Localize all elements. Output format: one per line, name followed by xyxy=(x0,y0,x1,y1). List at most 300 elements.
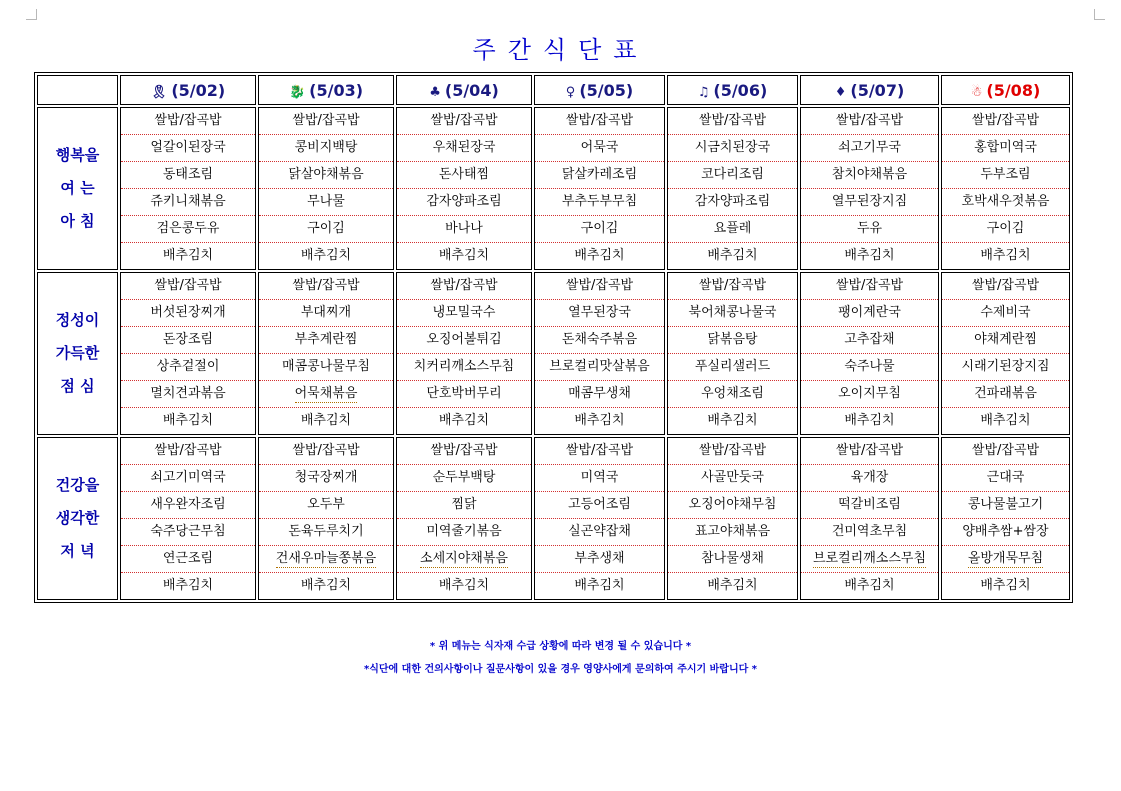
menu-item-text: 연근조림 xyxy=(162,551,214,566)
menu-item-text: 배추김치 xyxy=(707,578,758,593)
menu-item-text: 쌀밥/잡곡밥 xyxy=(430,278,498,293)
menu-item xyxy=(668,465,797,492)
menu-item xyxy=(259,189,393,216)
menu-item-text: 순두부백탕 xyxy=(432,470,496,485)
menu-item-text: 닭살야채볶음 xyxy=(288,167,364,182)
day-date: (5/08) xyxy=(986,80,1041,100)
menu-item xyxy=(397,546,531,573)
menu-item xyxy=(535,465,664,492)
menu-item-text: 숙주나물 xyxy=(844,359,895,374)
day-header xyxy=(800,75,939,105)
menu-item-text: 참나물생채 xyxy=(701,551,764,566)
menu-item xyxy=(397,243,531,269)
menu-item-text: 푸실리샐러드 xyxy=(694,359,771,374)
menu-item-text: 쌀밥/잡곡밥 xyxy=(698,113,767,128)
menu-item-text: 배추김치 xyxy=(844,578,895,593)
menu-item xyxy=(942,408,1069,434)
menu-item xyxy=(535,189,664,216)
menu-item xyxy=(942,438,1069,465)
weekly-menu-table xyxy=(34,72,1073,603)
menu-item-text: 멸치견과볶음 xyxy=(150,386,226,401)
menu-item-text: 배추김치 xyxy=(574,578,625,593)
menu-item-text: 시래기된장지짐 xyxy=(961,359,1050,374)
menu-item-text: 배추김치 xyxy=(438,578,490,593)
breakfast-menu-cell xyxy=(120,107,256,270)
menu-item-text: 고등어조림 xyxy=(568,497,631,512)
meal-label-line: 생각한 xyxy=(55,509,100,527)
menu-item xyxy=(801,300,938,327)
header-row xyxy=(37,75,1070,105)
menu-item xyxy=(942,243,1069,269)
menu-item xyxy=(801,408,938,434)
menu-item xyxy=(668,189,797,216)
menu-item xyxy=(121,519,255,546)
menu-item xyxy=(121,243,255,269)
menu-item xyxy=(397,189,531,216)
menu-item xyxy=(668,354,797,381)
day-header xyxy=(396,75,532,105)
menu-item-text: 무나물 xyxy=(307,194,345,209)
menu-item xyxy=(121,216,255,243)
menu-item-text: 쌀밥/잡곡밥 xyxy=(565,443,634,458)
menu-item xyxy=(397,573,531,599)
menu-item-text: 숙주당근무침 xyxy=(150,524,226,539)
menu-item-text: 건파래볶음 xyxy=(974,386,1037,401)
menu-item-text: 부대찌개 xyxy=(300,305,352,320)
page-corner-mark-right xyxy=(1094,9,1105,20)
menu-item xyxy=(259,519,393,546)
menu-item-text: 배추김치 xyxy=(980,248,1031,263)
menu-item xyxy=(668,273,797,300)
menu-item xyxy=(535,354,664,381)
menu-item-text: 쥬키니채볶음 xyxy=(150,194,226,209)
lunch-menu-cell xyxy=(534,272,665,435)
menu-item xyxy=(668,519,797,546)
meal-label-line: 건강을 xyxy=(55,476,100,494)
menu-item xyxy=(668,438,797,465)
menu-item xyxy=(121,300,255,327)
menu-item-text: 감자양파조림 xyxy=(426,194,502,209)
menu-item-text: 검은콩두유 xyxy=(156,221,220,236)
menu-item xyxy=(942,108,1069,135)
menu-item-text: 떡갈비조림 xyxy=(838,497,901,512)
breakfast-menu-cell xyxy=(667,107,798,270)
day-header xyxy=(120,75,256,105)
menu-item xyxy=(535,546,664,573)
day-date: (5/02) xyxy=(171,80,226,100)
dinner-menu-cell xyxy=(941,437,1070,600)
menu-item-text: 오두부 xyxy=(307,497,345,512)
lunch-menu-cell xyxy=(396,272,532,435)
menu-item xyxy=(535,519,664,546)
menu-item xyxy=(942,189,1069,216)
menu-item-text: 쌀밥/잡곡밥 xyxy=(292,443,360,458)
menu-item xyxy=(942,354,1069,381)
menu-item-text: 쌀밥/잡곡밥 xyxy=(835,278,904,293)
menu-item-text: 배추김치 xyxy=(438,248,490,263)
menu-item-text: 돈사태찜 xyxy=(438,167,490,182)
meal-label-line: 정성이 xyxy=(55,311,100,329)
menu-item-text: 두부조림 xyxy=(980,167,1031,182)
menu-item-text: 실곤약잡채 xyxy=(568,524,631,539)
menu-item xyxy=(535,408,664,434)
menu-item xyxy=(942,573,1069,599)
menu-item xyxy=(535,273,664,300)
menu-change-notice: * 위 메뉴는 식자재 수급 상황에 따라 변경 될 수 있습니다 * xyxy=(429,641,692,652)
menu-item xyxy=(801,216,938,243)
menu-item xyxy=(397,216,531,243)
menu-item-text: 오징어야채무침 xyxy=(688,497,777,512)
menu-item-text: 부추두부무침 xyxy=(561,194,638,209)
day-date: (5/07) xyxy=(850,80,905,100)
menu-item-text: 쌀밥/잡곡밥 xyxy=(971,443,1040,458)
menu-item xyxy=(668,135,797,162)
menu-item-text: 수제비국 xyxy=(980,305,1031,320)
dinner-menu-cell xyxy=(800,437,939,600)
menu-item xyxy=(801,189,938,216)
menu-item xyxy=(397,162,531,189)
day-icon: ♀ xyxy=(565,84,576,100)
menu-item xyxy=(668,408,797,434)
menu-item-text: 닭살카레조림 xyxy=(561,167,638,182)
menu-item xyxy=(397,492,531,519)
menu-item xyxy=(259,135,393,162)
menu-item xyxy=(535,327,664,354)
menu-item-text: 브로컬리깨소스무침 xyxy=(812,551,927,566)
menu-item-text: 배추김치 xyxy=(162,413,214,428)
lunch-menu-cell xyxy=(667,272,798,435)
day-header xyxy=(258,75,394,105)
day-date: (5/05) xyxy=(579,80,634,100)
menu-item-text: 쌀밥/잡곡밥 xyxy=(698,443,767,458)
menu-item-text: 콩비지백탕 xyxy=(294,140,358,155)
menu-item xyxy=(801,546,938,573)
meal-label-line: 여 는 xyxy=(60,179,95,197)
menu-item xyxy=(942,465,1069,492)
menu-item-text: 미역국 xyxy=(580,470,619,485)
menu-item xyxy=(259,216,393,243)
menu-item xyxy=(397,354,531,381)
menu-item-text: 얼갈이된장국 xyxy=(150,140,226,155)
menu-item xyxy=(121,273,255,300)
menu-item-text: 치커리깨소스무침 xyxy=(413,359,515,374)
menu-item xyxy=(535,243,664,269)
menu-item-text: 돈장조림 xyxy=(162,332,214,347)
menu-item-text: 쌀밥/잡곡밥 xyxy=(154,113,222,128)
menu-item xyxy=(668,327,797,354)
menu-item xyxy=(535,492,664,519)
menu-item-text: 코다리조림 xyxy=(701,167,764,182)
menu-item xyxy=(942,162,1069,189)
menu-item-text: 돈채숙주볶음 xyxy=(561,332,638,347)
menu-item xyxy=(121,189,255,216)
menu-item-text: 홍합미역국 xyxy=(974,140,1037,155)
menu-item-text: 쌀밥/잡곡밥 xyxy=(565,113,634,128)
menu-item xyxy=(259,273,393,300)
menu-item xyxy=(801,354,938,381)
menu-item xyxy=(801,135,938,162)
menu-item xyxy=(259,108,393,135)
dinner-row xyxy=(37,437,1070,600)
menu-item xyxy=(121,546,255,573)
menu-item-text: 냉모밀국수 xyxy=(432,305,496,320)
day-icon: ♦ xyxy=(834,84,847,100)
menu-item-text: 근대국 xyxy=(986,470,1025,485)
menu-item-text: 우채된장국 xyxy=(432,140,496,155)
menu-item-text: 야채계란찜 xyxy=(974,332,1037,347)
menu-item xyxy=(801,273,938,300)
menu-item xyxy=(259,408,393,434)
day-date: (5/03) xyxy=(309,80,364,100)
menu-item-text: 감자양파조림 xyxy=(694,194,771,209)
menu-item-text: 콩나물불고기 xyxy=(967,497,1044,512)
menu-item xyxy=(259,354,393,381)
menu-item xyxy=(942,381,1069,408)
menu-item xyxy=(535,381,664,408)
menu-item-text: 구이김 xyxy=(580,221,619,236)
menu-item xyxy=(397,273,531,300)
menu-item xyxy=(397,327,531,354)
menu-item xyxy=(259,327,393,354)
menu-item xyxy=(668,300,797,327)
menu-item-text: 팽이계란국 xyxy=(838,305,901,320)
menu-item xyxy=(121,135,255,162)
menu-item-text: 닭볶음탕 xyxy=(707,332,758,347)
menu-item xyxy=(942,492,1069,519)
menu-item-text: 배추김치 xyxy=(300,413,352,428)
day-header xyxy=(667,75,798,105)
menu-item-text: 쌀밥/잡곡밥 xyxy=(292,278,360,293)
menu-item xyxy=(121,492,255,519)
menu-item-text: 소세지야채볶음 xyxy=(420,551,508,566)
menu-item-text: 올방개묵무침 xyxy=(967,551,1044,566)
meal-label-line: 행복을 xyxy=(55,146,100,164)
breakfast-menu-cell xyxy=(396,107,532,270)
menu-item xyxy=(535,162,664,189)
menu-item-text: 브로컬리맛살볶음 xyxy=(549,359,650,374)
menu-item-text: 쌀밥/잡곡밥 xyxy=(154,278,222,293)
menu-item xyxy=(535,300,664,327)
menu-item-text: 부추생채 xyxy=(574,551,625,566)
menu-item xyxy=(535,573,664,599)
menu-item-text: 배추김치 xyxy=(980,578,1031,593)
menu-item xyxy=(121,573,255,599)
menu-item-text: 미역줄기볶음 xyxy=(426,524,502,539)
menu-item xyxy=(397,408,531,434)
day-icon: ♣ xyxy=(429,84,441,100)
dinner-menu-cell xyxy=(120,437,256,600)
menu-item xyxy=(259,243,393,269)
dinner-menu-cell xyxy=(396,437,532,600)
menu-item xyxy=(668,381,797,408)
menu-item-text: 건새우마늘쫑볶음 xyxy=(275,551,377,566)
lunch-menu-cell xyxy=(258,272,394,435)
breakfast-row xyxy=(37,107,1070,270)
menu-item-text: 쌀밥/잡곡밥 xyxy=(698,278,767,293)
breakfast-menu-cell xyxy=(941,107,1070,270)
menu-item-text: 배추김치 xyxy=(162,248,214,263)
menu-item-text: 구이김 xyxy=(307,221,345,236)
day-date: (5/06) xyxy=(713,80,768,100)
menu-item xyxy=(535,135,664,162)
day-icon: 🎗 xyxy=(150,84,168,100)
menu-item xyxy=(121,438,255,465)
menu-item-text: 쌀밥/잡곡밥 xyxy=(430,113,498,128)
menu-item-text: 참치야채볶음 xyxy=(831,167,908,182)
menu-item xyxy=(397,381,531,408)
menu-item xyxy=(942,300,1069,327)
menu-item xyxy=(121,465,255,492)
menu-item xyxy=(121,327,255,354)
meal-label-line: 아 침 xyxy=(60,212,95,230)
day-date: (5/04) xyxy=(444,80,499,100)
dinner-menu-cell xyxy=(667,437,798,600)
menu-item-text: 바나나 xyxy=(445,221,483,236)
day-icon: 🐉 xyxy=(288,84,306,100)
meal-label-line: 점 심 xyxy=(60,377,95,395)
day-header xyxy=(534,75,665,105)
menu-item xyxy=(942,327,1069,354)
corner-cell xyxy=(37,75,118,105)
dinner-label xyxy=(37,437,118,600)
day-icon: ♫ xyxy=(697,84,710,100)
menu-item xyxy=(121,381,255,408)
menu-item-text: 배추김치 xyxy=(438,413,490,428)
menu-item-text: 호박새우젓볶음 xyxy=(961,194,1050,209)
menu-item-text: 버섯된장찌개 xyxy=(150,305,226,320)
menu-item-text: 배추김치 xyxy=(300,578,352,593)
menu-item-text: 배추김치 xyxy=(980,413,1031,428)
menu-item xyxy=(535,216,664,243)
menu-item xyxy=(259,162,393,189)
menu-item xyxy=(397,438,531,465)
menu-item xyxy=(259,465,393,492)
menu-item-text: 오징어볼튀김 xyxy=(426,332,502,347)
lunch-label xyxy=(37,272,118,435)
menu-item xyxy=(942,546,1069,573)
menu-item-text: 표고야채볶음 xyxy=(694,524,771,539)
menu-item-text: 쇠고기미역국 xyxy=(150,470,226,485)
menu-item xyxy=(942,216,1069,243)
menu-item xyxy=(668,162,797,189)
menu-item xyxy=(801,465,938,492)
breakfast-menu-cell xyxy=(534,107,665,270)
menu-item-text: 배추김치 xyxy=(574,248,625,263)
menu-item-text: 쌀밥/잡곡밥 xyxy=(835,443,904,458)
page-corner-mark-left xyxy=(26,9,37,20)
menu-item xyxy=(801,381,938,408)
lunch-menu-cell xyxy=(120,272,256,435)
menu-item xyxy=(397,300,531,327)
menu-item xyxy=(668,243,797,269)
menu-item-text: 어묵채볶음 xyxy=(294,386,358,401)
menu-item xyxy=(121,108,255,135)
menu-item xyxy=(801,327,938,354)
menu-item xyxy=(397,135,531,162)
day-header-sunday xyxy=(941,75,1070,105)
menu-item xyxy=(668,546,797,573)
menu-item xyxy=(942,273,1069,300)
menu-item xyxy=(801,519,938,546)
menu-item xyxy=(259,492,393,519)
menu-item-text: 쌀밥/잡곡밥 xyxy=(971,113,1040,128)
menu-item-text: 건미역초무침 xyxy=(831,524,908,539)
menu-item xyxy=(668,108,797,135)
menu-item-text: 단호박버무리 xyxy=(426,386,502,401)
menu-item xyxy=(259,546,393,573)
menu-item xyxy=(535,438,664,465)
menu-item-text: 찜닭 xyxy=(451,497,477,512)
menu-item-text: 쌀밥/잡곡밥 xyxy=(835,113,904,128)
menu-item-text: 배추김치 xyxy=(162,578,214,593)
menu-item xyxy=(801,162,938,189)
dinner-menu-cell xyxy=(534,437,665,600)
menu-item-text: 부추계란찜 xyxy=(294,332,358,347)
menu-item xyxy=(121,408,255,434)
menu-item-text: 우엉채조림 xyxy=(701,386,764,401)
menu-item-text: 열무된장지짐 xyxy=(831,194,908,209)
contact-dietitian-notice: *식단에 대한 건의사항이나 질문사항이 있을 경우 영양사에게 문의하여 주시기 바랍니다 * xyxy=(363,664,758,675)
menu-item-text: 동태조림 xyxy=(162,167,214,182)
menu-item-text: 쌀밥/잡곡밥 xyxy=(565,278,634,293)
menu-item xyxy=(121,162,255,189)
menu-item-text: 구이김 xyxy=(986,221,1025,236)
menu-item-text: 새우완자조림 xyxy=(150,497,226,512)
menu-item-text: 쌀밥/잡곡밥 xyxy=(971,278,1040,293)
meal-label-line: 가득한 xyxy=(55,344,100,362)
menu-item-text: 오이지무침 xyxy=(838,386,901,401)
page-title: 주간식단표 xyxy=(472,36,649,64)
menu-item xyxy=(397,519,531,546)
menu-item xyxy=(259,300,393,327)
menu-item xyxy=(801,573,938,599)
menu-item-text: 쇠고기무국 xyxy=(838,140,901,155)
menu-item xyxy=(801,243,938,269)
lunch-menu-cell xyxy=(800,272,939,435)
menu-item xyxy=(668,492,797,519)
day-icon: ☃ xyxy=(970,84,983,100)
menu-item-text: 쌀밥/잡곡밥 xyxy=(430,443,498,458)
dinner-menu-cell xyxy=(258,437,394,600)
menu-item-text: 어묵국 xyxy=(580,140,619,155)
menu-item-text: 쌀밥/잡곡밥 xyxy=(292,113,360,128)
menu-item-text: 북어채콩나물국 xyxy=(688,305,777,320)
menu-item xyxy=(942,519,1069,546)
menu-item-text: 청국장찌개 xyxy=(294,470,358,485)
menu-item xyxy=(668,216,797,243)
menu-item-text: 요플레 xyxy=(713,221,752,236)
menu-item-text: 배추김치 xyxy=(844,413,895,428)
menu-item-text: 고추잡채 xyxy=(844,332,895,347)
menu-item xyxy=(397,108,531,135)
menu-item xyxy=(259,438,393,465)
menu-item-text: 배추김치 xyxy=(574,413,625,428)
menu-item-text: 매콤무생채 xyxy=(568,386,631,401)
menu-item xyxy=(121,354,255,381)
menu-item-text: 양배추쌈+쌈장 xyxy=(962,524,1049,539)
menu-item-text: 사골만둣국 xyxy=(701,470,764,485)
menu-item-text: 두유 xyxy=(856,221,883,236)
menu-item-text: 배추김치 xyxy=(707,413,758,428)
menu-item-text: 시금치된장국 xyxy=(694,140,771,155)
menu-item-text: 배추김치 xyxy=(707,248,758,263)
breakfast-label xyxy=(37,107,118,270)
menu-item-text: 배추김치 xyxy=(844,248,895,263)
menu-item-text: 매콤콩나물무침 xyxy=(282,359,370,374)
menu-item xyxy=(668,573,797,599)
lunch-row xyxy=(37,272,1070,435)
menu-item xyxy=(942,135,1069,162)
